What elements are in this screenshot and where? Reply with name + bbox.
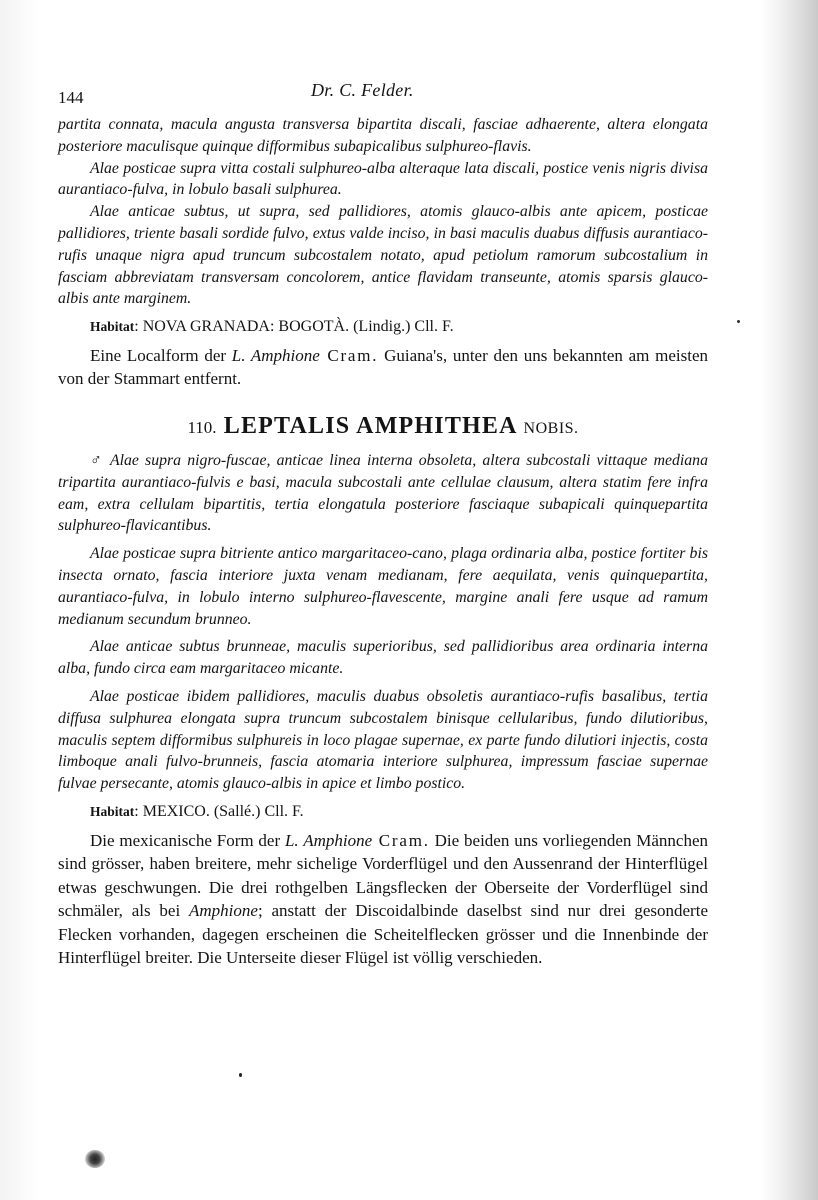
habitat-label: Habitat: [90, 803, 135, 819]
remark-text: Die mexicanische Form der: [90, 830, 285, 850]
running-head: Dr. C. Felder.: [311, 80, 414, 100]
habitat-label: Habitat: [90, 319, 135, 335]
remark-text: Guiana's, unter den uns bekannten am meisten von der Stammart entfernt.: [58, 345, 708, 389]
habitat-line: [58, 316, 708, 338]
habitat-line: [58, 801, 708, 823]
remark-text: ; anstatt der Discoidalbinde daselbst sind nur drei gesonderte Flecken vorhanden, dagegen erscheinen die Scheitelflecken grösser und die Innenbinde der Hinterflügel breiter. Die Unterseite dieser Flügel ist völlig verschieden.: [58, 901, 708, 968]
male-symbol-icon: ♂: [90, 451, 105, 469]
continued-paragraph: partita connata, macula angusta transversa bipartita discali, fasciae adhaerente, altera elongata posteriore maculisque quinque difformibus subapicalibus sulphureo-flavis.: [58, 116, 708, 155]
ink-smudge: [85, 1150, 105, 1168]
ink-speck: [737, 320, 740, 323]
section-author: NOBIS.: [523, 419, 579, 437]
body-text: [58, 114, 708, 970]
description-paragraph: Alae posticae ibidem pallidiores, maculis duabus obsoletis aurantiaco-rufis basalibus, tertia diffusa sulphurea elongata supra truncum subcostalem binisque cellularibus, fundo dilutioribus, maculis septem difformibus sulphureis in loco plagae supernae, ex parte fundo dilutiori injectis, costa limboque anali fulvo-brunneis, fascia atomaria interiore sulphurea, impressum fasciae supernae fulvae persecante, atomis glauco-albis in apice et limbo postico.: [58, 687, 708, 793]
remark-paragraph: [58, 829, 708, 970]
description-paragraph: [58, 450, 708, 537]
description-paragraph: Alae anticae subtus brunneae, maculis superioribus, sed pallidioribus area ordinaria interna alba, fundo circa eam margaritaceo micante.: [58, 638, 708, 678]
remark-text: Eine Localform der: [90, 345, 232, 365]
page-number: 144: [58, 88, 84, 107]
habitat-value: : NOVA GRANADA: BOGOTÀ. (Lindig.) Cll. F.: [134, 318, 454, 336]
author-name: Cram.: [319, 345, 379, 365]
description-text: Alae supra nigro-fuscae, anticae linea interna obsoleta, altera subcostali vittaque mediana tripartita aurantiaco-fulvis e basi, macula subcostali ante cellulae clausum, altera statim fere infra eam, extra cellulam bipartitis, tertia elongatula posteriore fasciaque subapicali quinquepartita sulphureo-flavicantibus.: [58, 451, 708, 535]
author-name: Cram.: [372, 830, 430, 850]
section-title: LEPTALIS AMPHITHEA: [223, 412, 517, 439]
species-name: Amphione: [189, 901, 258, 921]
ink-speck: [239, 1073, 242, 1077]
species-name: L. Amphione: [284, 830, 373, 850]
section-number: 110.: [187, 417, 217, 437]
paragraph-alae-anticae-subtus: Alae anticae subtus, ut supra, sed pallidiores, atomis glauco-albis ante apicem, posticae pallidiores, triente basali sordide fulvo, extus valde inciso, in basi maculis duabus diffusis aurantiaco-rufis unaque nigra apud truncum subcostalem notato, apud petiolum ramorum subcostalium in fasciam abbreviatam transversam concolorem, antice flavidam transeunte, atomis sparsis glauco-albis ante marginem.: [58, 203, 708, 308]
remark-text: Die beiden uns vorliegenden Männchen sind grösser, haben breitere, mehr sichelige Vorderflügel und den Aussenrand der Hinterflügel etwas geschwungen. Die drei rothgelben Längsflecken der Oberseite der Vorderflügel sind schmäler, als bei: [58, 830, 708, 921]
species-name: L. Amphione: [231, 345, 320, 365]
page-header: [58, 80, 758, 110]
remark-paragraph: [58, 344, 708, 391]
description-paragraph: Alae posticae supra bitriente antico margaritaceo-cano, plaga ordinaria alba, postice fortiter bis insecta ornato, fascia interiore juxta venam medianam, fere aequilata, venis quinquepartita, aurantiaco-fulva, in lobulo interno sulphureo-flavescente, margine anali fere usque ad ramum medianum secundum brunneo.: [58, 545, 708, 628]
habitat-value: : MEXICO. (Sallé.) Cll. F.: [134, 802, 304, 820]
section-heading: [58, 413, 708, 440]
paragraph-alae-posticae: Alae posticae supra vitta costali sulphureo-alba alteraque lata discali, postice venis nigris divisa aurantiaco-fulva, in lobulo basali sulphurea.: [58, 159, 708, 199]
